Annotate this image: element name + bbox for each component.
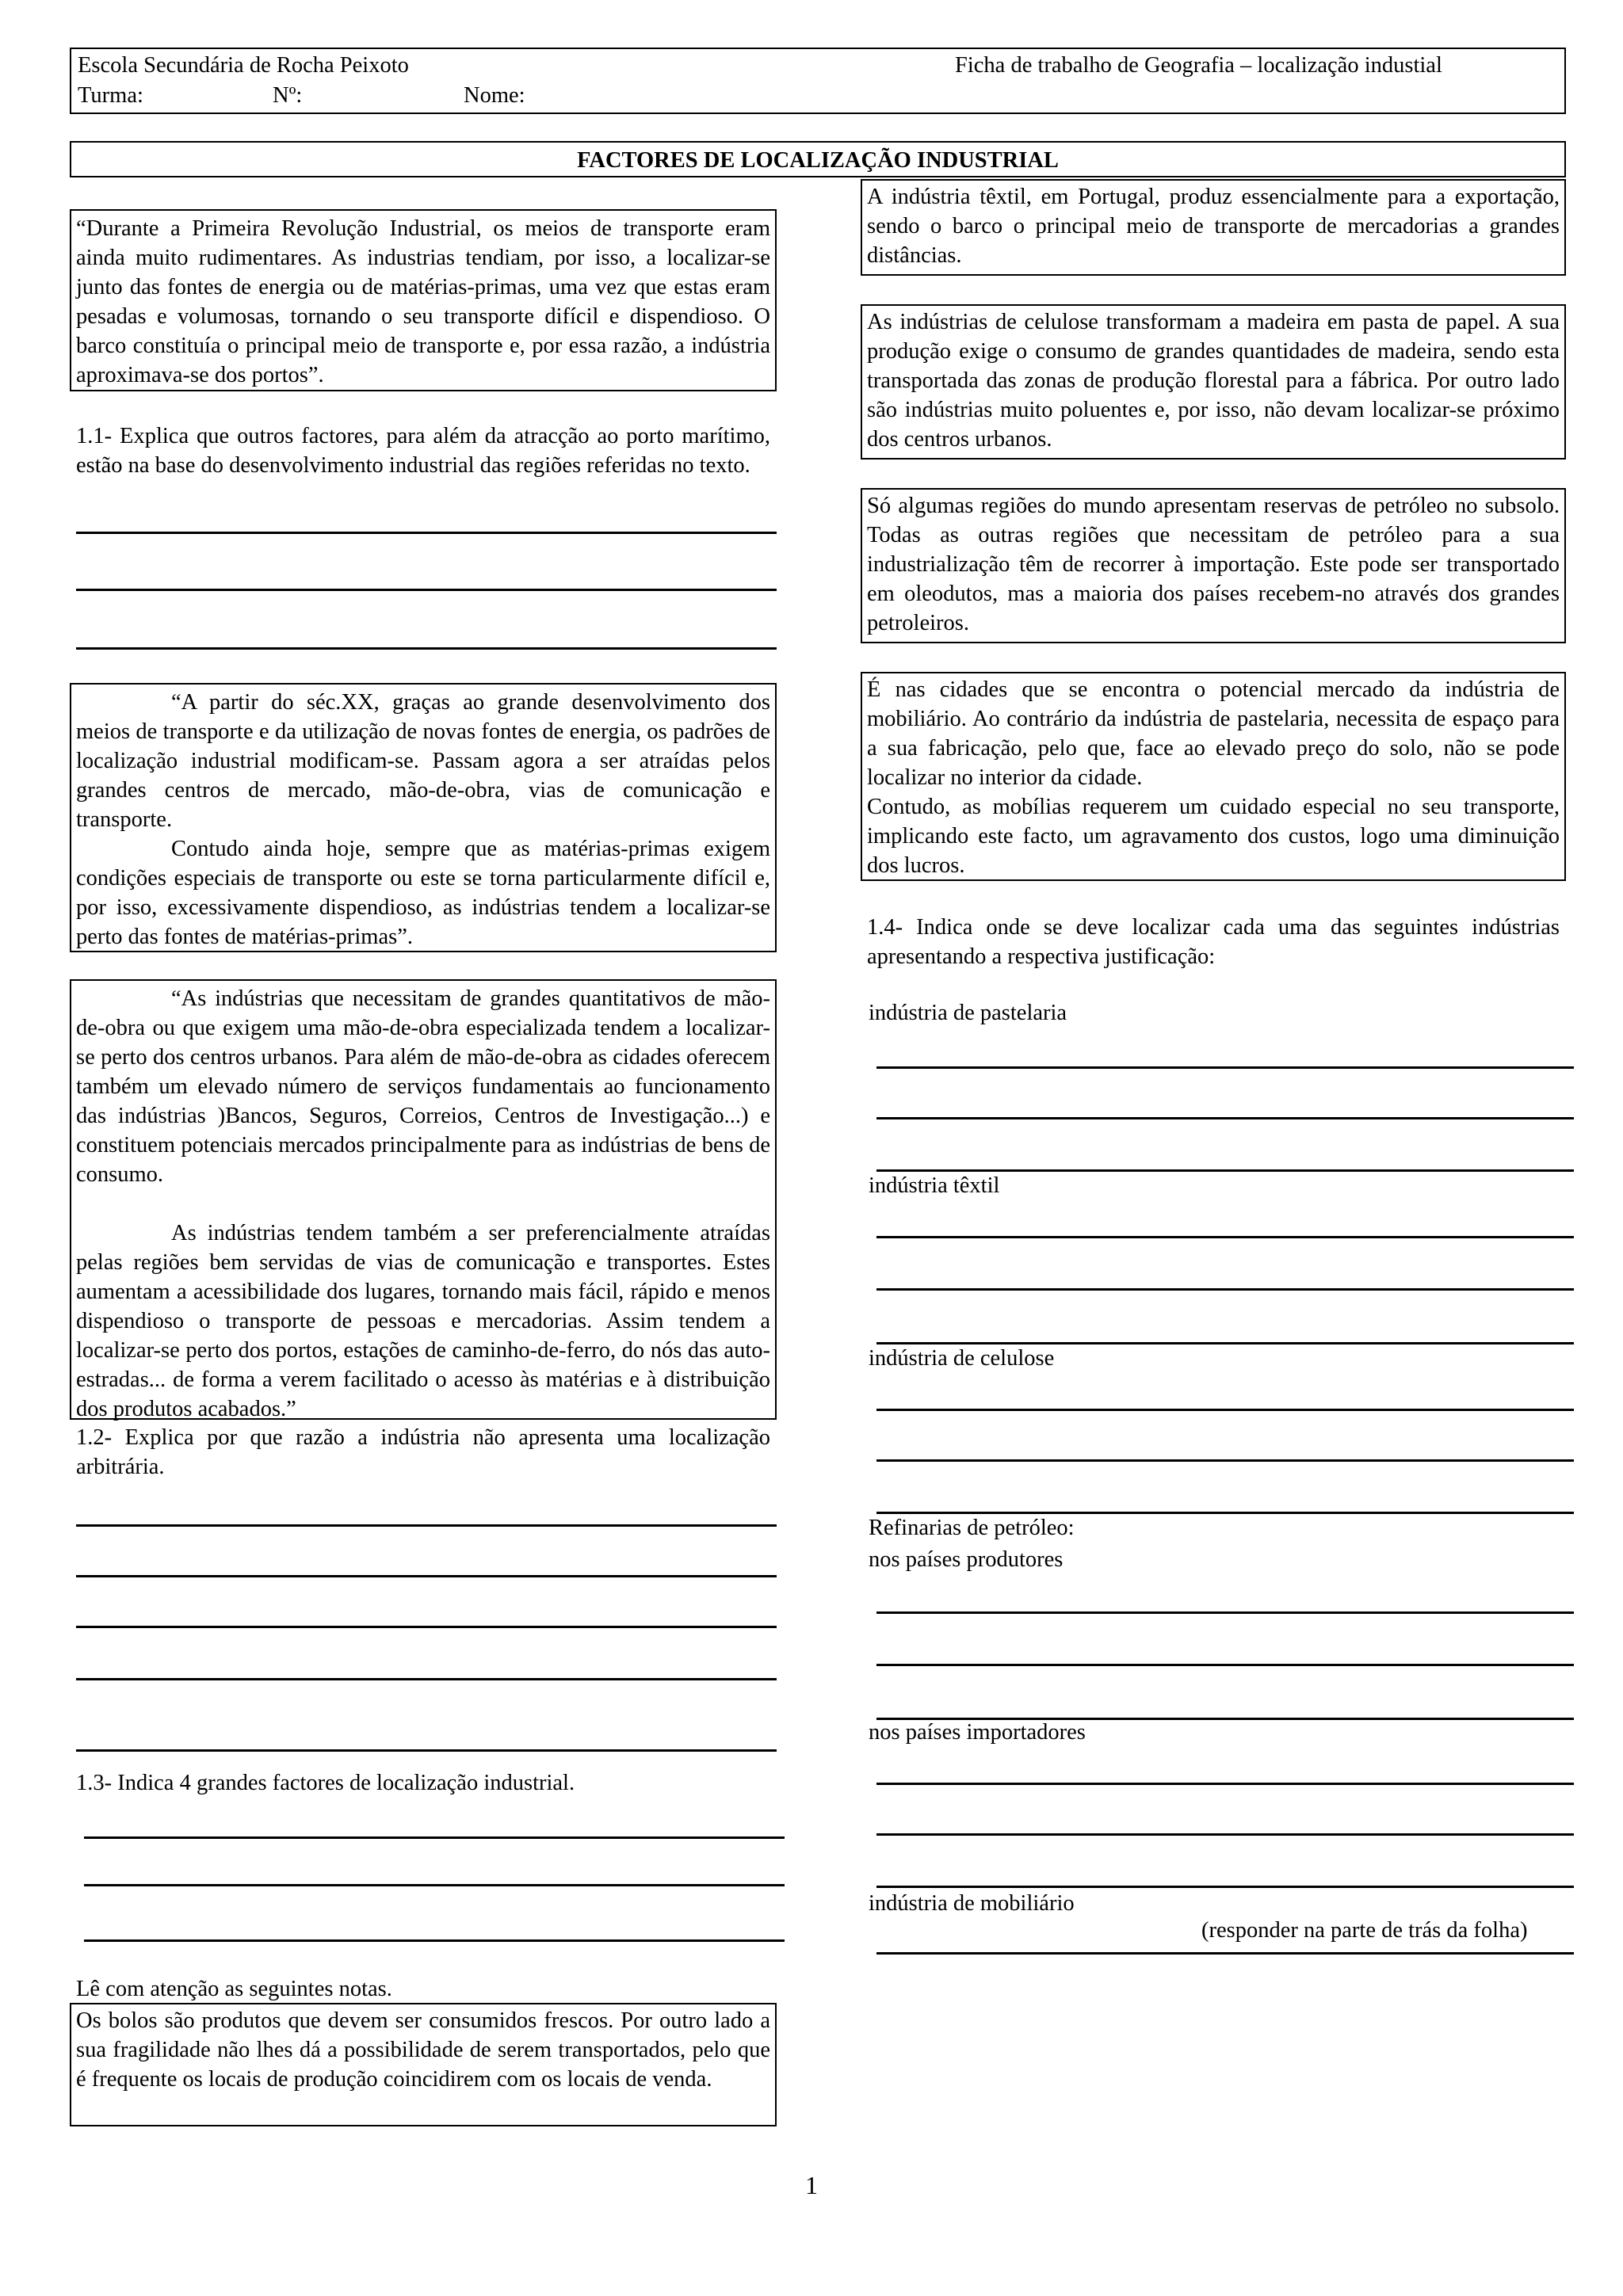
question-1-3: 1.3- Indica 4 grandes factores de localização industrial. — [76, 1771, 575, 1795]
question-1-1: 1.1- Explica que outros factores, para além da atracção ao porto marítimo, estão na base do desenvolvimento industrial das regiões referidas no texto. — [76, 424, 770, 478]
quote-3-text — [76, 984, 770, 1424]
label-paises-importadores: nos países importadores — [869, 1720, 1086, 1745]
label-mobiliario: indústria de mobiliário — [869, 1891, 1075, 1916]
note-mobiliario-text — [867, 675, 1560, 880]
answer-line-produtores-a[interactable] — [876, 1611, 1574, 1614]
answer-line-pastelaria-a[interactable] — [876, 1066, 1574, 1069]
answer-line-celulose-b[interactable] — [876, 1459, 1574, 1462]
answer-line-importadores-a[interactable] — [876, 1783, 1574, 1785]
quote-1-text: “Durante a Primeira Revolução Industrial, os meios de transporte eram ainda muito rudimentares. As industrias tendiam, por isso, a localizar-se junto das fontes de energia ou de matérias-primas, uma vez que estas eram pesadas e volumosas, tornando o seu transporte difícil e dispendioso. O barco constituía o principal meio de transporte e, por essa razão, a indústria aproximava-se dos portos”. — [76, 216, 770, 387]
answer-line-1-3-a[interactable] — [84, 1836, 785, 1839]
note-mobiliario-paragraph-2: Contudo, as mobílias requerem um cuidado especial no seu transporte, implicando este facto, um agravamento dos custos, logo uma diminuição dos lucros. — [867, 795, 1560, 878]
answer-line-1-2-a[interactable] — [76, 1524, 777, 1527]
page-number: 1 — [805, 2171, 818, 2199]
question-1-2: 1.2- Explica por que razão a indústria não apresenta uma localização arbitrária. — [76, 1425, 770, 1479]
school-name: Escola Secundária de Rocha Peixoto — [78, 53, 409, 78]
note-mobiliario-paragraph-1: É nas cidades que se encontra o potencial mercado da indústria de mobiliário. Ao contrário da indústria de pastelaria, necessita de espaço para a sua fabricação, pelo que, face ao elevado preço do solo, não se pode localizar no interior da cidade. — [867, 677, 1560, 790]
answer-line-1-1-c[interactable] — [76, 647, 777, 650]
note-bolos-text: Os bolos são produtos que devem ser consumidos frescos. Por outro lado a sua fragilidade não lhes dá a possibilidade de serem transportados, pelo que é frequente os locais de produção coincidirem com os locais de venda. — [76, 2008, 770, 2092]
answer-line-1-1-a[interactable] — [76, 532, 777, 534]
answer-line-1-3-b[interactable] — [84, 1884, 785, 1886]
answer-line-1-2-b[interactable] — [76, 1575, 777, 1577]
answer-line-produtores-b[interactable] — [876, 1664, 1574, 1666]
label-paises-produtores: nos países produtores — [869, 1547, 1064, 1572]
quote-3-paragraph-2: As indústrias tendem também a ser preferencialmente atraídas pelas regiões bem servidas de vias de comunicação e transportes. Estes aumentam a acessibilidade dos lugares, tornando mais fácil, rápido e menos dispendioso o transporte de pessoas e mercadorias. Assim tendem a localizar-se perto dos portos, estações de caminho-de-ferro, do nós das auto-estradas... de forma a verem facilitado o acesso às matérias e à distribuição dos produtos acabados.” — [76, 1221, 770, 1421]
note-petroleo-text: Só algumas regiões do mundo apresentam reservas de petróleo no subsolo. Todas as outras regiões que necessitam de petróleo para a sua industrialização têm de recorrer à importação. Este pode ser transportado em oleodutos, mas a maioria dos países recebem-no através dos grandes petroleiros. — [867, 494, 1560, 635]
quote-2-paragraph-1: “A partir do séc.XX, graças ao grande desenvolvimento dos meios de transporte e da utilização de novas fontes de energia, os padrões de localização industrial modificam-se. Passam agora a ser atraídas pelos grandes centros de mercado, mão-de-obra, vias de comunicação e transporte. — [76, 690, 770, 832]
nome-label: Nome: — [464, 83, 525, 108]
answer-line-1-2-e[interactable] — [76, 1749, 777, 1752]
label-pastelaria: indústria de pastelaria — [869, 1001, 1067, 1025]
notes-intro: Lê com atenção as seguintes notas. — [76, 1977, 392, 2001]
label-textil: indústria têxtil — [869, 1173, 1000, 1198]
answer-line-pastelaria-b[interactable] — [876, 1117, 1574, 1119]
answer-line-mobiliario[interactable] — [876, 1952, 1574, 1955]
answer-line-textil-a[interactable] — [876, 1236, 1574, 1238]
answer-line-1-3-c[interactable] — [84, 1939, 785, 1942]
answer-line-importadores-b[interactable] — [876, 1833, 1574, 1836]
answer-line-1-2-d[interactable] — [76, 1678, 777, 1680]
label-refinarias: Refinarias de petróleo: — [869, 1516, 1075, 1540]
answer-line-1-2-c[interactable] — [76, 1626, 777, 1628]
question-1-4: 1.4- Indica onde se deve localizar cada uma das seguintes indústrias apresentando a respectiva justificação: — [867, 915, 1560, 969]
answer-line-textil-b[interactable] — [876, 1288, 1574, 1291]
answer-line-importadores-c[interactable] — [876, 1886, 1574, 1888]
answer-line-1-1-b[interactable] — [76, 589, 777, 591]
quote-2-paragraph-2: Contudo ainda hoje, sempre que as matérias-primas exigem condições especiais de transporte ou este se torna particularmente difícil e, por isso, excessivamente dispendioso, as indústrias tendem a localizar-se perto das fontes de matérias-primas”. — [76, 837, 770, 949]
note-textil-text: A indústria têxtil, em Portugal, produz essencialmente para a exportação, sendo o barco o principal meio de transporte de mercadorias a grandes distâncias. — [867, 185, 1560, 268]
turma-label: Turma: — [78, 83, 143, 108]
page-title: FACTORES DE LOCALIZAÇÃO INDUSTRIAL — [577, 148, 1059, 173]
label-celulose: indústria de celulose — [869, 1346, 1055, 1371]
respond-on-back-note: (responder na parte de trás da folha) — [1201, 1918, 1528, 1943]
quote-3-paragraph-1: “As indústrias que necessitam de grandes quantitativos de mão-de-obra ou que exigem uma mão-de-obra especializada tendem a localizar-se perto dos centros urbanos. Para além de mão-de-obra as cidades oferecem também um elevado número de serviços fundamentais ao funcionamento das indústrias )Bancos, Seguros, Correios, Centros de Investigação...) e constituem potenciais mercados principalmente para as indústrias de bens de consumo. — [76, 986, 770, 1187]
quote-2-text — [76, 688, 770, 952]
numero-label: Nº: — [273, 83, 303, 108]
note-celulose-text: As indústrias de celulose transformam a madeira em pasta de papel. A sua produção exige o consumo de grandes quantidades de madeira, sendo esta transportada das zonas de produção florestal para a fábrica. Por outro lado são indústrias muito poluentes e, por isso, não devam localizar-se próximo dos centros urbanos. — [867, 310, 1560, 452]
answer-line-celulose-a[interactable] — [876, 1409, 1574, 1411]
worksheet-title: Ficha de trabalho de Geografia – localização industial — [955, 53, 1442, 78]
